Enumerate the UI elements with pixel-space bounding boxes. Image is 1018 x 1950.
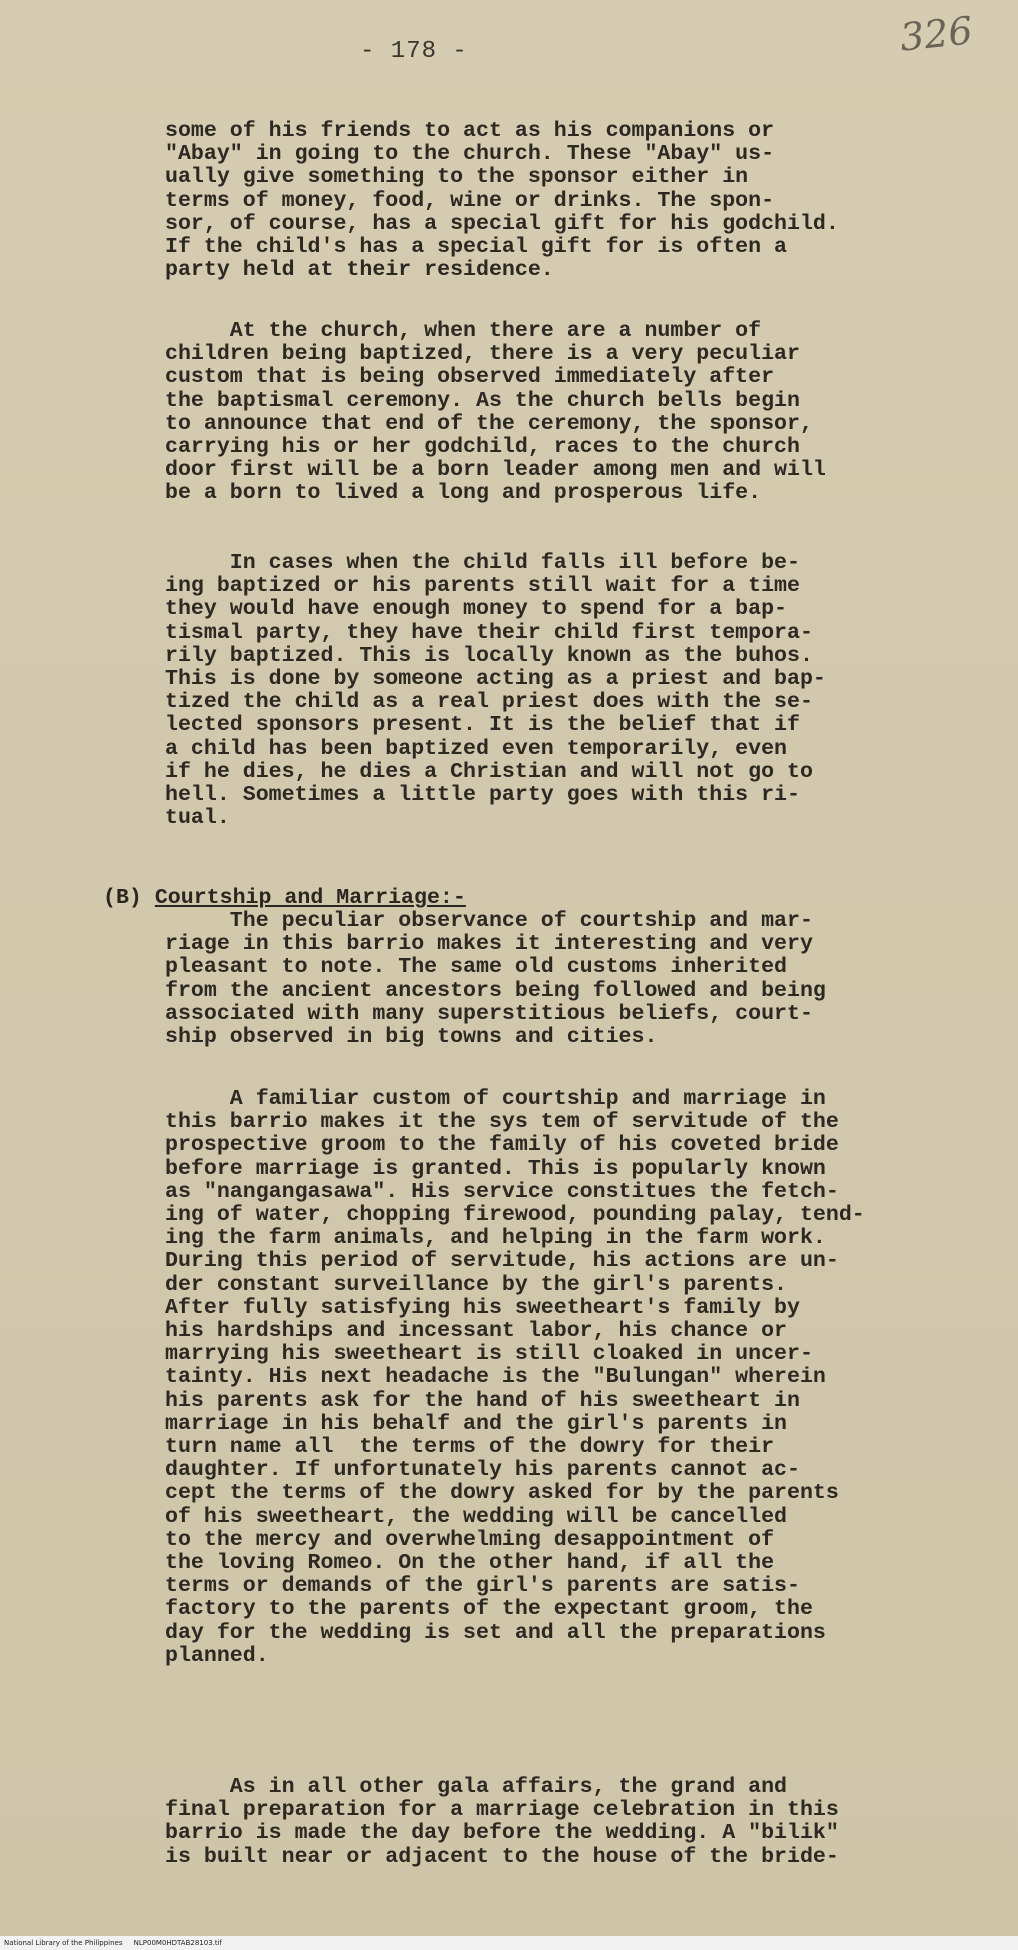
text-line: der constant surveillance by the girl's parents.	[165, 1272, 788, 1297]
text-line: As in all other gala affairs, the grand and	[165, 1775, 788, 1799]
text-line: is built near or adjacent to the house of the bride-	[165, 1844, 839, 1869]
text-line: tized the child as a real priest does with the se-	[165, 690, 813, 715]
text-line: they would have enough money to spend for a bap-	[165, 597, 788, 622]
text-line: this barrio makes it the sys tem of servitude of the	[165, 1110, 839, 1135]
text-line: associated with many superstitious beliefs, court-	[165, 1001, 813, 1026]
text-line: a child has been baptized even temporarily, even	[165, 736, 788, 761]
text-line: ing baptized or his parents still wait for a time	[165, 574, 800, 599]
paragraph-buhos	[165, 552, 980, 830]
text-line: from the ancient ancestors being followed and being	[165, 978, 826, 1003]
text-line: day for the wedding is set and all the preparations	[165, 1620, 826, 1645]
text-line: If the child's has a special gift for is often a	[165, 235, 788, 260]
text-line: rily baptized. This is locally known as the buhos.	[165, 643, 813, 668]
text-line: cept the terms of the dowry asked for by the parents	[165, 1481, 839, 1506]
text-line: some of his friends to act as his companions or	[165, 119, 775, 143]
footer-library: National Library of the Philippines	[4, 1939, 123, 1947]
text-line: ship observed in big towns and cities.	[165, 1025, 658, 1050]
text-line: before marriage is granted. This is popularly known	[165, 1156, 826, 1181]
text-line: carrying his or her godchild, races to the church	[165, 435, 800, 460]
text-line: riage in this barrio makes it interesting and very	[165, 932, 813, 957]
text-line: This is done by someone acting as a priest and bap-	[165, 667, 826, 692]
text-line: terms of money, food, wine or drinks. The spon-	[165, 188, 775, 213]
text-line: door first will be a born leader among men and will	[165, 458, 826, 483]
paragraph-church-race	[165, 320, 980, 506]
text-line: marrying his sweetheart is still cloaked in uncer-	[165, 1342, 813, 1367]
text-line: if he dies, he dies a Christian and will not go to	[165, 759, 813, 784]
text-line: "Abay" in going to the church. These "Abay" us-	[165, 142, 775, 167]
text-line: ing the farm animals, and helping in the farm work.	[165, 1226, 826, 1251]
text-line: During this period of servitude, his actions are un-	[165, 1249, 839, 1274]
text-line: of his sweetheart, the wedding will be cancelled	[165, 1504, 788, 1529]
text-line: lected sponsors present. It is the belief that if	[165, 713, 800, 738]
text-line: sor, of course, has a special gift for his godchild.	[165, 211, 839, 236]
text-line: tainty. His next headache is the "Bulungan" wherein	[165, 1365, 826, 1390]
handwritten-archive-number: 326	[897, 8, 975, 60]
section-heading-courtship	[103, 886, 466, 910]
text-line: In cases when the child falls ill before be-	[165, 551, 800, 575]
text-line: The peculiar observance of courtship and mar-	[165, 909, 813, 933]
text-line: marriage in his behalf and the girl's parents in	[165, 1411, 788, 1436]
text-line: ing of water, chopping firewood, pounding palay, tend-	[165, 1203, 865, 1228]
text-line: At the church, when there are a number of	[165, 319, 762, 343]
paragraph-abay	[165, 120, 980, 282]
text-line: After fully satisfying his sweetheart's family by	[165, 1295, 800, 1320]
text-line: his hardships and incessant labor, his chance or	[165, 1319, 788, 1344]
text-line: to announce that end of the ceremony, the sponsor,	[165, 411, 813, 436]
text-line: the baptismal ceremony. As the church bells begin	[165, 388, 800, 413]
text-line: party held at their residence.	[165, 258, 554, 283]
text-line: tual.	[165, 806, 230, 831]
text-line: daughter. If unfortunately his parents cannot ac-	[165, 1458, 800, 1483]
text-line: his parents ask for the hand of his sweetheart in	[165, 1388, 800, 1413]
text-line: barrio is made the day before the wedding. A "bilik"	[165, 1821, 839, 1846]
text-line: prospective groom to the family of his coveted bride	[165, 1133, 839, 1158]
paragraph-servitude	[165, 1088, 980, 1668]
text-line: custom that is being observed immediately after	[165, 365, 775, 390]
section-label: (B)	[103, 886, 155, 910]
section-title: Courtship and Marriage:-	[154, 886, 466, 910]
text-line: turn name all the terms of the dowry for their	[165, 1435, 775, 1460]
text-line: A familiar custom of courtship and marriage in	[165, 1087, 826, 1111]
text-line: as "nangangasawa". His service constitues the fetch-	[165, 1179, 839, 1204]
text-line: the loving Romeo. On the other hand, if all the	[165, 1551, 775, 1576]
text-line: be a born to lived a long and prosperous life.	[165, 481, 762, 506]
text-line: to the mercy and overwhelming desappointment of	[165, 1527, 775, 1552]
text-line: pleasant to note. The same old customs inherited	[165, 955, 788, 980]
paragraph-wedding-preparation	[165, 1776, 980, 1869]
text-line: ually give something to the sponsor either in	[165, 165, 749, 190]
footer-file: NLP00M0HDTAB28103.tif	[133, 1939, 223, 1947]
paragraph-courtship-intro	[165, 910, 980, 1049]
text-line: planned.	[165, 1643, 269, 1668]
text-line: terms or demands of the girl's parents are satis-	[165, 1574, 800, 1599]
text-line: factory to the parents of the expectant groom, the	[165, 1597, 813, 1622]
text-line: children being baptized, there is a very peculiar	[165, 342, 800, 367]
page-number: - 178 -	[360, 38, 468, 65]
text-line: tismal party, they have their child first tempora-	[165, 620, 813, 645]
archive-footer	[0, 1936, 1018, 1950]
text-line: hell. Sometimes a little party goes with this ri-	[165, 783, 800, 808]
text-line: final preparation for a marriage celebration in this	[165, 1798, 839, 1823]
